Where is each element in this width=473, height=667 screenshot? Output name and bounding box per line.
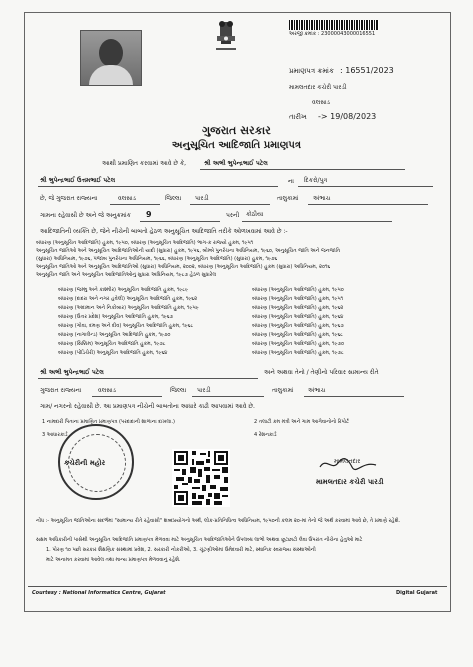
taluka-value: વલસાડ bbox=[118, 195, 136, 202]
resident-line: ગામના રહેવાસી છે અને જે અનુક્રમાંક bbox=[40, 212, 131, 219]
village-value-2: અંભાચ bbox=[308, 387, 326, 394]
order-right: બંધારણ (અનુસૂચિત આદિજાતિ) હુકમ, ૧૯૫૦ bbox=[252, 287, 344, 293]
order-left: બંધારણ (પોંડિચેરી) અનુસૂચિત આદિજાતિ હુકમ, ૧૯૬૪ bbox=[58, 350, 168, 356]
order-right: બંધારણ (અનુસૂચિત આદિજાતિ) હુકમ, ૧૯૬૭ bbox=[252, 323, 344, 329]
relation: દિકરો/પુત્ર bbox=[304, 177, 328, 184]
date-label: તારીખ bbox=[289, 113, 307, 121]
issue-date: -> 19/08/2023 bbox=[318, 112, 377, 121]
order-line: (સુધારા) અધિનિયમ, ૧૯૭૬, પંજાબ પુનર્રચના અધિનિયમ, ૧૯૬૬, બંધારણ (અનુસૂચિત આદિજાતિ) (સુધારા) હુકમ, ૧૯૭૬ bbox=[36, 256, 278, 262]
order-left: બંધારણ (જમ્મુ અને કાશ્મીર) અનુસૂચિત આદિજાતિ હુકમ, ૧૯૮૯ bbox=[58, 287, 189, 293]
taluka-value-2: વલસાડ bbox=[98, 387, 116, 394]
caste-label: પરની bbox=[226, 212, 240, 219]
signatory-office: મામલતદાર કચેરી પારડી bbox=[316, 478, 384, 486]
basis-item: 3 આધારકાર્ડ bbox=[42, 432, 68, 438]
issuer-office: મામલતદાર કચેરી પારડી bbox=[289, 84, 347, 91]
order-right: બંધારણ (અનુસૂચિત આદિજાતિ) હુકમ, ૧૯૭૮ bbox=[252, 350, 344, 356]
order-right: બંધારણ (અનુસૂચિત આદિજાતિ) હુકમ, ૧૯૬૮ bbox=[252, 332, 344, 338]
basis-item: 1 નામદારી પિતાના પ્રમાણિત પ્રમાણપત્ર (પરદાદાની શાળાના દાખલા.) bbox=[42, 419, 175, 425]
caste-value: કોઠીયા bbox=[246, 211, 264, 218]
cert-number: : 16551/2023 bbox=[340, 66, 394, 75]
issuer-district: વલસાડ bbox=[312, 99, 330, 106]
basis-item: 2 તલાટી કમ મંત્રી અને ગામ આગેવાનોનો રિપોર્ટ bbox=[254, 419, 349, 425]
district-label-2: જિલ્લા bbox=[170, 387, 187, 394]
application-number: અરજી ક્રમાંક : 23000043000016551 bbox=[289, 31, 376, 37]
cert-number-label: પ્રમાણપત્ર ક્રમાંક bbox=[289, 67, 334, 75]
qr-code bbox=[172, 449, 230, 507]
footer-divider bbox=[28, 586, 447, 587]
order-left: બંધારણ (સિક્કિમ) અનુસૂચિત આદિજાતિ હુકમ, ૧૯૭૮ bbox=[58, 341, 166, 347]
applicant-name-top: શ્રી અભી ભુપેન્દ્રભાઈ પટેલ bbox=[204, 160, 268, 167]
note-validity: સક્ષમ અધિકારીની પાસેથી અનુસૂચિત આદિજાતિ પ્રમાણપત્ર મેળવવા માટે અનુસૂચિત આદિજાતિઓને ઉપલબ્ધ લાભો અથવા છૂટછાટો લેવા ઉપરાંત નીચેના હેતુઓ માટે bbox=[36, 537, 363, 543]
family-line: અને અથવા તેનો / તેણીનો પરિવાર સામાન્ય રીતે bbox=[264, 369, 379, 376]
parent-name: શ્રી ભુપેન્દ્રભાઈ ઉત્તમભાઈ પટેલ bbox=[40, 177, 116, 184]
serial-number: 9 bbox=[146, 210, 152, 219]
order-right: બંધારણ (અનુસૂચિત આદિજાતિ) હુકમ, ૧૯૫૧ bbox=[252, 296, 344, 302]
village-value: અંભાચ bbox=[313, 195, 331, 202]
stamp-text: કચેરીની મહોર bbox=[64, 459, 106, 467]
order-line: અનુસૂચિત જાતિઓ અને અનુસૂચિત આદિજાતિઓની યાદી (સુધારા) હુકમ, ૧૯૫૬, બોમ્બે પુનર્રચના અધિનિયમ, ૧૯૬૦, અનુસૂચિત જાતિ અને જનજાતિ bbox=[36, 248, 341, 254]
applicant-name-bottom: શ્રી અભી ભુપેન્દ્રભાઈ પટેલ bbox=[40, 369, 104, 376]
tribe-line: આદિજાતિની વ્યક્તિ છે, જેને નીચેની બાબતો હેઠળ અનુસૂચિત આદિજાતિ તરીકે ઓળખવામાં આવે છે :- bbox=[40, 228, 288, 235]
order-left: બંધારણ (દાદરા અને નગર હવેલી) અનુસૂચિત આદિજાતિ હુકમ, ૧૯૬૨ bbox=[58, 296, 198, 302]
note-residence: નોંધ :- અનુસૂચિત જાતિઓના સંદર્ભમાં "સામાન્ય રીતે રહેવાસી" શબ્દપ્રયોગનો અર્થ, લોક-પ્રતિનિધિત્વ અધિનિયમ, ૧૯૫૦ની કલમ ૨૦-માં તેનો જે અર્થ કરવામાં આવે છે, તે પ્રમાણે રહેશે. bbox=[36, 518, 401, 524]
order-line: અનુસૂચિત જાતિઓ અને અનુસૂચિત આદિજાતિઓ (સુધારા) અધિનિયમ, ૨૦૦૨, બંધારણ (અનુસૂચિત આદિજાતિ) હુકમ (સુધારા) અધિનિયમ, ૨૦૧૬ bbox=[36, 264, 331, 270]
resident-line-2: ગામ/ નગરનો રહેવાસી છે. આ પ્રમાણપત્ર નીચેની બાબતોના આધારે કાઢી આપવામાં આવે છે. bbox=[40, 403, 255, 410]
district-value-2: પારડી bbox=[197, 387, 211, 394]
barcode bbox=[289, 20, 379, 30]
signatory-title: મામલતદાર bbox=[334, 458, 361, 465]
order-line: બંધારણ (અનુસૂચિત આદિજાતિ) હુકમ, ૧૯૫૦, બંધારણ (અનુસૂચિત આદિજાતિ) ભાગ-ક રાજ્યો હુકમ, ૧૯૫૧ bbox=[36, 240, 254, 246]
note-purposes: 1. પોરણ ૧૦ પછી સરકાર શૈક્ષણિક સંસ્થામાં પ્રવેશ, 2. સરકારી નોકરીઓ, 3. ચૂંટણીઓમાં ઉમેદવારી માટે, સ્થાનિક સ્વરાજ્ય સંસ્થાઓની bbox=[46, 547, 316, 553]
state-emblem-icon bbox=[211, 18, 241, 58]
state-line-2: ગુજરાત રાજ્યના bbox=[40, 387, 82, 394]
order-right: બંધારણ (અનુસૂચિત આદિજાતિ) હુકમ, ૧૯૬૪ bbox=[252, 314, 344, 320]
basis-item: 4 રેશનકાર્ડ bbox=[254, 432, 277, 438]
order-left: બંધારણ (ગોવા, દમણ અને દીવ) અનુસૂચિત આદિજાતિ હુકમ, ૧૯૬૮ bbox=[58, 323, 194, 329]
order-right: બંધારણ (અનુસૂચિત આદિજાતિ) હુકમ, ૧૯૬૨ bbox=[252, 305, 344, 311]
taluka-label: તાલુકામાં bbox=[277, 195, 299, 202]
district-value: પારડી bbox=[195, 195, 209, 202]
district-label: જિલ્લા bbox=[165, 195, 182, 202]
order-left: બંધારણ (નાગાલેન્ડ) અનુસૂચિત આદિજાતિ હુકમ, ૧૯૭૦ bbox=[58, 332, 171, 338]
order-left: બંધારણ (ઉત્તર પ્રદેશ) અનુસૂચિત આદિજાતિ હુકમ, ૧૯૬૭ bbox=[58, 314, 173, 320]
cert-title: અનુસૂચિત આદિજાતિ પ્રમાણપત્ર bbox=[171, 140, 302, 151]
intro-text: આથી પ્રમાણિત કરવામાં આવે છે કે, bbox=[102, 160, 187, 167]
footer-digital-gujarat: Digital Gujarat bbox=[396, 590, 438, 596]
note-reservation: માટે અનામત કરવામાં આવેલ તથા માન્ય પ્રમાણપત્ર મેળવવાનું રહેશે. bbox=[46, 557, 181, 563]
order-left: બંધારણ (અંદામાન અને નિકોબાર) અનુસૂચિત આદિજાતિ હુકમ, ૧૯૫૯ bbox=[58, 305, 199, 311]
footer-courtesy: Courtesy : National Informatics Centre, Gujarat bbox=[32, 590, 166, 596]
relation-label: ના bbox=[288, 178, 294, 185]
order-right: બંધારણ (અનુસૂચિત આદિજાતિ) હુકમ, ૧૯૭૦ bbox=[252, 341, 344, 347]
state-line: છે, જે ગુજરાત રાજ્યના bbox=[40, 195, 98, 202]
taluka-label-2: તાલુકામાં bbox=[272, 387, 294, 394]
applicant-photo bbox=[80, 30, 142, 86]
order-line: અનુસૂચિત જાતિ અને અનુસૂચિત આદિજાતિઓનું સુધારા અધિનિયમ, ૧૯૮૭ હેઠળ સુધારેલ bbox=[36, 272, 217, 278]
gov-title: ગુજરાત સરકાર bbox=[202, 124, 271, 137]
